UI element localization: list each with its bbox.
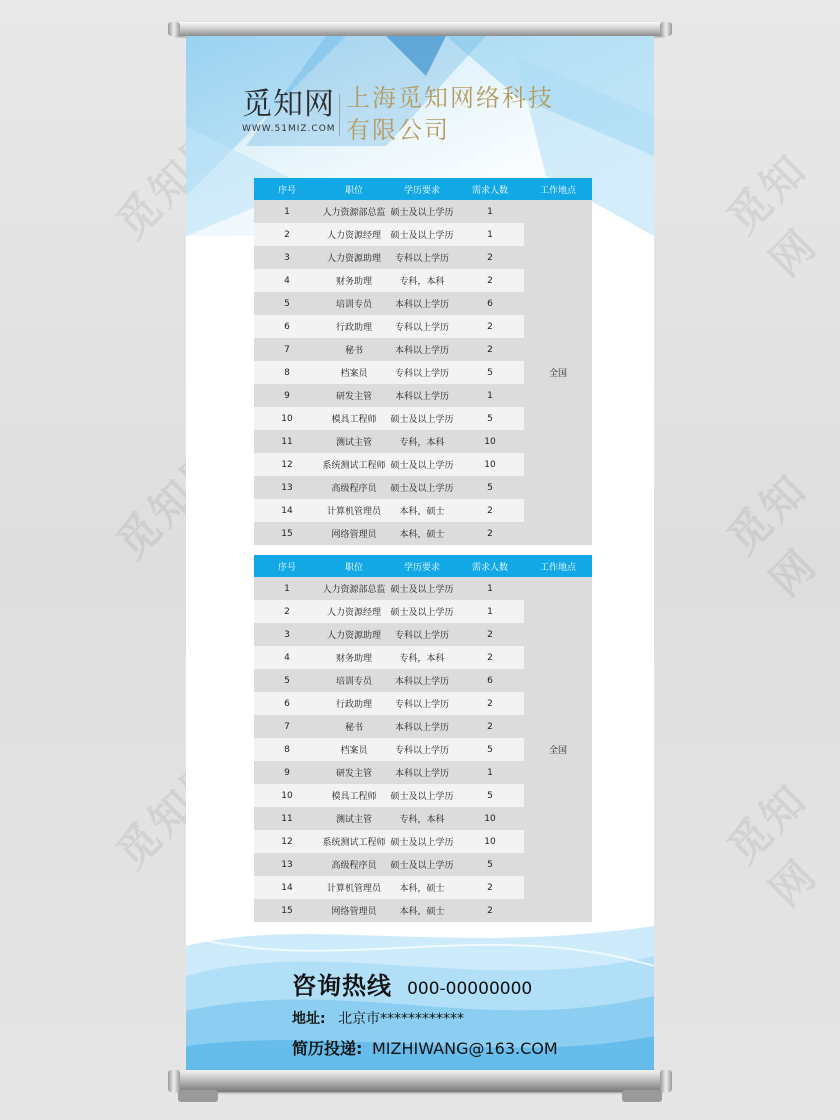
table-cell: 专科以上学历 [388, 623, 456, 646]
hotline [292, 966, 532, 1001]
column-header: 学历要求 [388, 555, 456, 577]
table-cell: 人力资源助理 [320, 246, 388, 269]
table-cell: 1 [456, 384, 524, 407]
table-cell: 9 [254, 384, 320, 407]
table-cell: 档案员 [320, 738, 388, 761]
table-cell: 专科，本科 [388, 269, 456, 292]
table-cell: 高级程序员 [320, 476, 388, 499]
company-name [346, 82, 554, 146]
table-cell: 财务助理 [320, 269, 388, 292]
table-cell: 网络管理员 [320, 522, 388, 545]
table-cell: 培训专员 [320, 292, 388, 315]
table-cell: 15 [254, 899, 320, 922]
watermark: 觅知网 [717, 143, 828, 286]
table-cell: 5 [254, 292, 320, 315]
table-cell: 本科以上学历 [388, 384, 456, 407]
table-cell: 1 [456, 223, 524, 246]
brand-logo [242, 88, 336, 134]
table-cell: 专科，本科 [388, 807, 456, 830]
table-cell: 专科，本科 [388, 430, 456, 453]
table-cell: 系统测试工程师 [320, 453, 388, 476]
rollup-banner [186, 36, 654, 1074]
table-cell: 硕士及以上学历 [388, 830, 456, 853]
table-cell: 硕士及以上学历 [388, 407, 456, 430]
table-cell: 2 [456, 315, 524, 338]
table-cell: 模具工程师 [320, 407, 388, 430]
table-cell: 2 [456, 899, 524, 922]
table-cell: 硕士及以上学历 [388, 223, 456, 246]
table-cell: 10 [456, 807, 524, 830]
table-cell: 高级程序员 [320, 853, 388, 876]
table-cell: 本科以上学历 [388, 338, 456, 361]
table-cell: 10 [254, 784, 320, 807]
table-cell: 5 [254, 669, 320, 692]
watermark: 觅知网 [717, 463, 828, 606]
table-cell: 14 [254, 876, 320, 899]
column-header: 职位 [320, 555, 388, 577]
table-cell: 本科，硕士 [388, 899, 456, 922]
table-cell: 网络管理员 [320, 899, 388, 922]
banner-stand-base [172, 1070, 668, 1092]
table-cell: 1 [456, 761, 524, 784]
table-cell: 12 [254, 453, 320, 476]
column-header: 序号 [254, 555, 320, 577]
table-cell: 计算机管理员 [320, 499, 388, 522]
table-cell: 计算机管理员 [320, 876, 388, 899]
table-cell: 行政助理 [320, 315, 388, 338]
table-cell: 3 [254, 623, 320, 646]
table-cell: 2 [456, 715, 524, 738]
table-cell: 2 [456, 646, 524, 669]
work-location-cell: 全国 [524, 577, 592, 922]
email-label: 简历投递: [292, 1039, 363, 1058]
watermark: 觅知网 [106, 435, 239, 568]
table-cell: 硕士及以上学历 [388, 577, 456, 600]
resume-email [292, 1036, 558, 1059]
column-header: 需求人数 [456, 555, 524, 577]
table-cell: 财务助理 [320, 646, 388, 669]
table-cell: 本科以上学历 [388, 761, 456, 784]
table-cell: 10 [456, 830, 524, 853]
hotline-label: 咨询热线 [292, 972, 392, 1000]
table-cell: 人力资源经理 [320, 223, 388, 246]
table-cell: 4 [254, 269, 320, 292]
table-cell: 12 [254, 830, 320, 853]
table-cell: 2 [254, 223, 320, 246]
company-name-line1: 上海觅知网络科技 [346, 84, 554, 112]
table-cell: 硕士及以上学历 [388, 453, 456, 476]
table-cell: 5 [456, 853, 524, 876]
logo-divider [339, 94, 340, 136]
address-value: 北京市************ [338, 1011, 465, 1027]
table-cell: 测试主管 [320, 430, 388, 453]
column-header: 职位 [320, 178, 388, 200]
table-cell: 1 [456, 600, 524, 623]
table-cell: 2 [456, 623, 524, 646]
table-header-row [254, 178, 592, 200]
stand-foot-left [178, 1090, 218, 1102]
table-cell: 系统测试工程师 [320, 830, 388, 853]
table-cell: 本科，硕士 [388, 876, 456, 899]
table-cell: 专科以上学历 [388, 246, 456, 269]
table-row [254, 200, 592, 223]
table-cell: 6 [254, 692, 320, 715]
table-cell: 5 [456, 476, 524, 499]
table-cell: 15 [254, 522, 320, 545]
table-cell: 硕士及以上学历 [388, 476, 456, 499]
column-header: 学历要求 [388, 178, 456, 200]
table-cell: 9 [254, 761, 320, 784]
table-cell: 秘书 [320, 338, 388, 361]
table-cell: 培训专员 [320, 669, 388, 692]
table-cell: 硕士及以上学历 [388, 784, 456, 807]
table-cell: 7 [254, 338, 320, 361]
watermark: 觅知网 [106, 115, 239, 248]
table-cell: 1 [456, 200, 524, 223]
table-cell: 13 [254, 853, 320, 876]
table-cell: 4 [254, 646, 320, 669]
table-cell: 2 [456, 246, 524, 269]
table-cell: 1 [254, 200, 320, 223]
column-header: 序号 [254, 178, 320, 200]
column-header: 需求人数 [456, 178, 524, 200]
table-cell: 本科以上学历 [388, 669, 456, 692]
hotline-number: 000-00000000 [407, 979, 533, 999]
table-cell: 2 [456, 692, 524, 715]
table-cell: 13 [254, 476, 320, 499]
table-cell: 测试主管 [320, 807, 388, 830]
table-cell: 研发主管 [320, 761, 388, 784]
table-cell: 研发主管 [320, 384, 388, 407]
table-cell: 本科，硕士 [388, 522, 456, 545]
table-cell: 专科以上学历 [388, 738, 456, 761]
table-cell: 2 [254, 600, 320, 623]
table-cell: 2 [456, 876, 524, 899]
table-cell: 人力资源助理 [320, 623, 388, 646]
table-cell: 2 [456, 522, 524, 545]
table-cell: 11 [254, 430, 320, 453]
table-cell: 本科，硕士 [388, 499, 456, 522]
table-cell: 专科以上学历 [388, 315, 456, 338]
company-name-line2: 有限公司 [346, 116, 450, 144]
job-table-2 [254, 555, 592, 922]
table-cell: 3 [254, 246, 320, 269]
table-cell: 8 [254, 361, 320, 384]
address [292, 1008, 464, 1028]
table-cell: 模具工程师 [320, 784, 388, 807]
banner-top-rod [172, 22, 668, 36]
table-cell: 秘书 [320, 715, 388, 738]
table-cell: 7 [254, 715, 320, 738]
logo-wordmark: 觅知网 [242, 87, 335, 122]
work-location-cell: 全国 [524, 200, 592, 545]
logo-url: WWW.51MIZ.COM [242, 124, 336, 134]
address-label: 地址: [292, 1011, 326, 1027]
table-cell: 专科以上学历 [388, 361, 456, 384]
table-cell: 11 [254, 807, 320, 830]
table-cell: 14 [254, 499, 320, 522]
table-cell: 5 [456, 361, 524, 384]
table-cell: 专科以上学历 [388, 692, 456, 715]
table-cell: 硕士及以上学历 [388, 600, 456, 623]
table-cell: 人力资源经理 [320, 600, 388, 623]
table-cell: 硕士及以上学历 [388, 853, 456, 876]
email-value: MIZHIWANG@163.COM [371, 1039, 558, 1058]
table-cell: 1 [254, 577, 320, 600]
table-cell: 5 [456, 784, 524, 807]
table-cell: 6 [254, 315, 320, 338]
column-header: 工作地点 [524, 555, 592, 577]
table-header-row [254, 555, 592, 577]
watermark: 觅知网 [717, 773, 828, 916]
table-cell: 专科，本科 [388, 646, 456, 669]
table-cell: 档案员 [320, 361, 388, 384]
table-cell: 10 [456, 430, 524, 453]
table-cell: 2 [456, 269, 524, 292]
table-cell: 5 [456, 407, 524, 430]
table-cell: 10 [456, 453, 524, 476]
job-table-1 [254, 178, 592, 545]
table-row [254, 577, 592, 600]
table-cell: 本科以上学历 [388, 292, 456, 315]
table-cell: 2 [456, 338, 524, 361]
table-cell: 人力资源部总监 [320, 200, 388, 223]
table-cell: 行政助理 [320, 692, 388, 715]
table-cell: 8 [254, 738, 320, 761]
table-cell: 2 [456, 499, 524, 522]
table-cell: 1 [456, 577, 524, 600]
watermark: 觅知网 [106, 745, 239, 878]
table-cell: 6 [456, 669, 524, 692]
table-cell: 人力资源部总监 [320, 577, 388, 600]
table-cell: 硕士及以上学历 [388, 200, 456, 223]
table-cell: 6 [456, 292, 524, 315]
table-cell: 10 [254, 407, 320, 430]
table-cell: 本科以上学历 [388, 715, 456, 738]
table-cell: 5 [456, 738, 524, 761]
column-header: 工作地点 [524, 178, 592, 200]
stand-foot-right [622, 1090, 662, 1102]
